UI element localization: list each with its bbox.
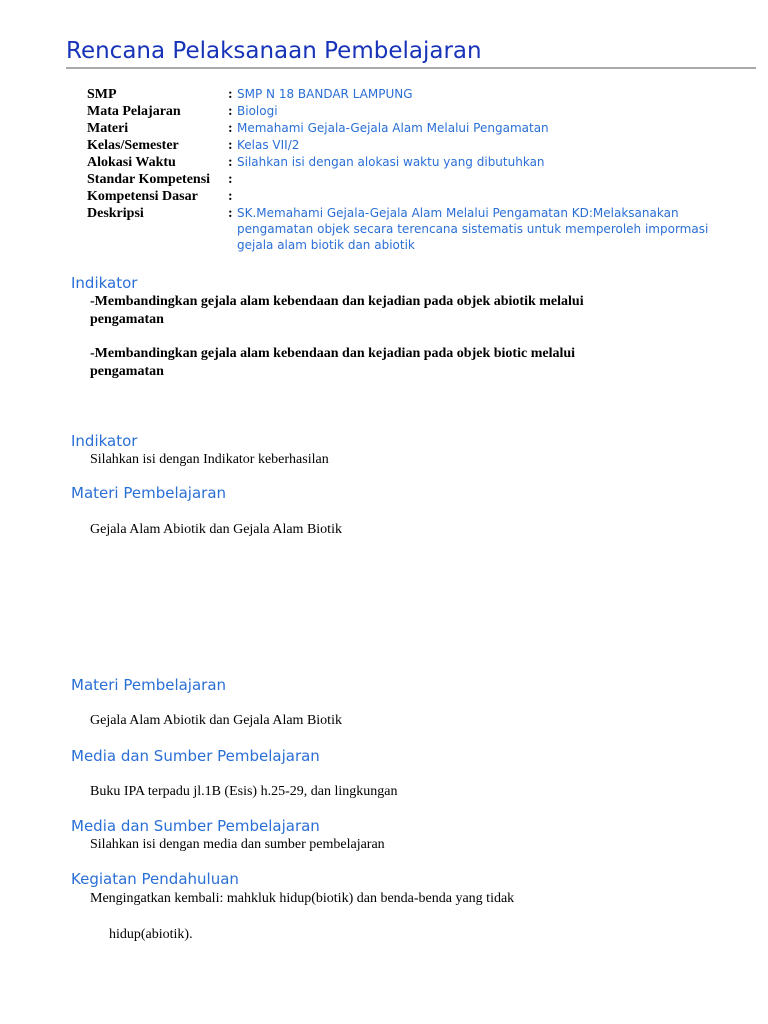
info-value: SMP N 18 BANDAR LAMPUNG xyxy=(237,87,413,101)
info-value: SK.Memahami Gejala-Gejala Alam Melalui Pengamatan KD:Melaksanakan pengamatan objek secara terencana sistematis untuk memperoleh impormasi gejala alam biotik dan abiotik xyxy=(237,206,709,252)
info-colon: : xyxy=(228,138,233,153)
indicator-item-biotic: -Membandingkan gejala alam kebendaan dan kejadian pada objek biotic melalui pengamatan xyxy=(90,346,576,379)
media-placeholder-text: Silahkan isi dengan media dan sumber pembelajaran xyxy=(90,837,385,852)
info-label: Deskripsi xyxy=(87,206,144,221)
info-value: Memahami Gejala-Gejala Alam Melalui Pengamatan xyxy=(237,121,549,135)
material-text: Gejala Alam Abiotik dan Gejala Alam Biotik xyxy=(90,522,342,537)
media-text: Buku IPA terpadu jl.1B (Esis) h.25-29, dan lingkungan xyxy=(90,784,398,799)
document-title: Rencana Pelaksanaan Pembelajaran xyxy=(66,38,482,64)
media-heading-2: Media dan Sumber Pembelajaran xyxy=(71,817,320,835)
info-value: Biologi xyxy=(237,104,278,118)
info-label: Standar Kompetensi xyxy=(87,172,211,187)
introduction-activity-heading: Kegiatan Pendahuluan xyxy=(71,870,239,888)
info-colon: : xyxy=(228,87,233,102)
info-label: Kompetensi Dasar xyxy=(87,189,198,204)
title-divider xyxy=(66,67,756,69)
info-label: Materi xyxy=(87,121,129,136)
info-label: SMP xyxy=(87,87,117,102)
material-text-2: Gejala Alam Abiotik dan Gejala Alam Biotik xyxy=(90,713,342,728)
media-heading: Media dan Sumber Pembelajaran xyxy=(71,747,320,765)
info-colon: : xyxy=(228,121,233,136)
indicator-item-abiotic: -Membandingkan gejala alam kebendaan dan kejadian pada objek abiotik melalui pengamatan xyxy=(90,294,584,327)
introduction-activity-text-continued: hidup(abiotik). xyxy=(109,927,193,942)
introduction-activity-text: Mengingatkan kembali: mahkluk hidup(biotik) dan benda-benda yang tidak xyxy=(90,891,515,906)
info-value: Silahkan isi dengan alokasi waktu yang dibutuhkan xyxy=(237,155,545,169)
material-heading-2: Materi Pembelajaran xyxy=(71,676,227,694)
indicator-placeholder-text: Silahkan isi dengan Indikator keberhasilan xyxy=(90,452,329,467)
info-colon: : xyxy=(228,189,233,204)
indicator-heading: Indikator xyxy=(71,274,138,292)
info-label: Kelas/Semester xyxy=(87,138,179,153)
info-colon: : xyxy=(228,104,233,119)
info-colon: : xyxy=(228,172,233,187)
info-value: Kelas VII/2 xyxy=(237,138,300,152)
info-colon: : xyxy=(228,155,233,170)
material-heading: Materi Pembelajaran xyxy=(71,484,227,502)
indicator-heading-2: Indikator xyxy=(71,432,138,450)
info-colon: : xyxy=(228,206,233,221)
info-label: Alokasi Waktu xyxy=(87,155,176,170)
info-label: Mata Pelajaran xyxy=(87,104,181,119)
